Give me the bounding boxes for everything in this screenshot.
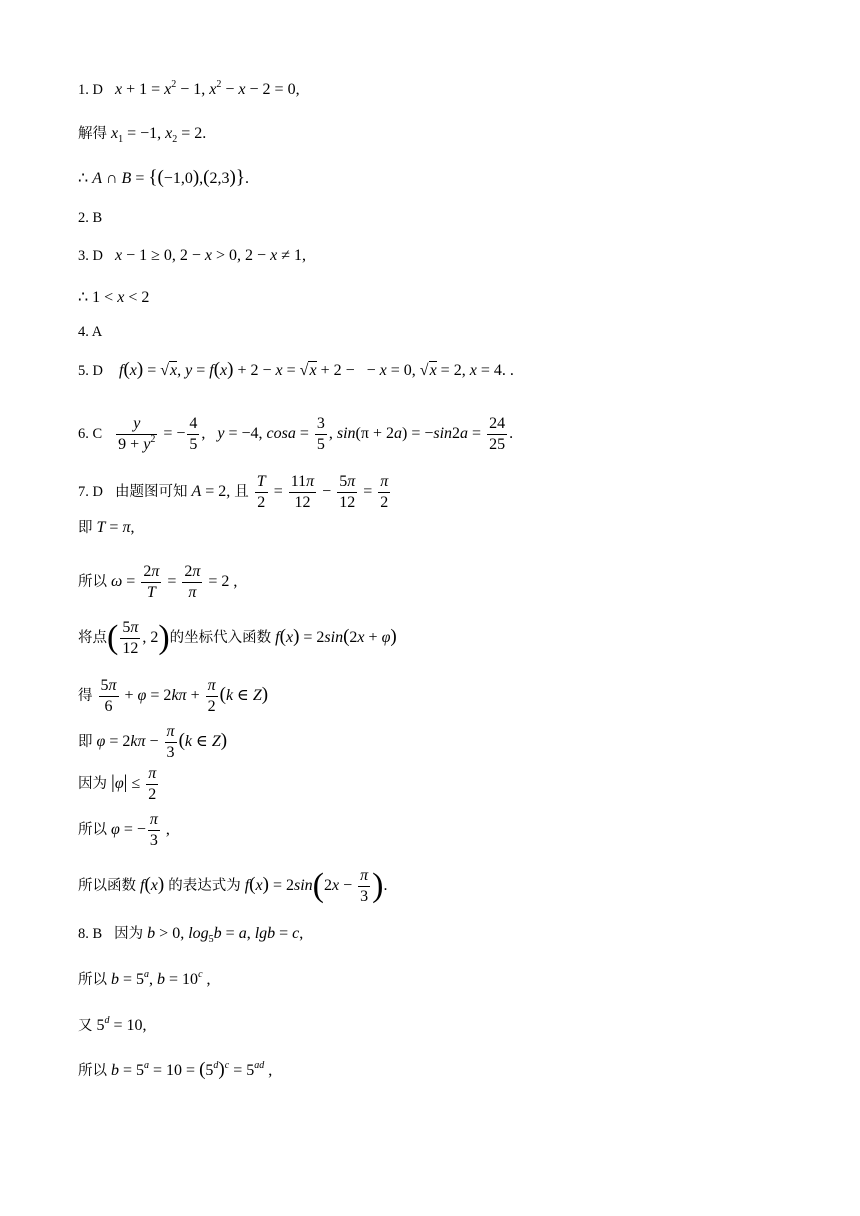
substitute-text: 的坐标代入函数: [169, 630, 272, 647]
intersection-line: [78, 168, 249, 189]
solution-6-line: [78, 414, 513, 455]
intersection-equation: ∴ A ∩ B = {(−1,0),(2,3)}.: [78, 167, 249, 188]
solution-1-equation: $x + 1 = x^2 - 1$, $x^2 - x - 2 = 0$,: [114, 79, 300, 98]
period-equation: T = π,: [96, 519, 135, 536]
period-line: [78, 518, 134, 538]
suoyi-text-2: 所以: [78, 822, 107, 839]
roots-equation: $x_1 = -1$, $x_2 = 2$.: [111, 125, 207, 145]
phi-equation-line: [78, 676, 268, 717]
figure-text: 由题图可知: [114, 484, 188, 501]
ji-text: 即: [78, 520, 93, 536]
solution-1-line: [78, 80, 300, 100]
solution-3-line: [78, 246, 306, 266]
solve-text: 解得: [78, 126, 107, 142]
phi-value-line: [78, 810, 170, 851]
suoyi-hanshu-text: 所以函数: [78, 878, 136, 895]
solution-5-equation: f(x) = √x, y = f(x) + 2 − x = √x + 2 − − x = 0, √x = 2, x = 4. .: [118, 359, 514, 380]
solution-8-equation: b > 0, $\log_5b = a$, lgb = c,: [147, 925, 304, 945]
solution-1-roots-line: [78, 124, 206, 144]
suoyi-text-1: 所以: [78, 574, 107, 591]
you-text: 又: [78, 1018, 93, 1034]
answer-label-5: 5. D: [78, 363, 103, 379]
ji-text-2: 即: [78, 734, 93, 751]
b-powers-equation: $b = 5^a$, $b = 10^c$ ,: [111, 969, 211, 988]
solution-8-line: [78, 924, 303, 944]
omega-line: [78, 562, 237, 603]
phi-general-equation: φ = 2kπ − $\frac{\pi}{3}$ (k ∈ Z): [96, 723, 228, 761]
phi-value-equation: φ = − $\frac{\pi}{3}$ ,: [111, 811, 170, 849]
solution-7-equation: A = 2, 且 $\frac{T}{2}$ = $\frac{11\pi}{12}$ − $\frac{5\pi}{12}$ = $\frac{\pi}{2}$: [191, 473, 389, 511]
jiangdian-text: 将点: [78, 630, 107, 647]
substitute-line: [78, 618, 397, 659]
solution-2-line: [78, 208, 102, 228]
solution-7-line: [78, 472, 392, 513]
final-power-equation: $b = 5^a = 10 = (5^d)^c = 5^{ad}$ ,: [111, 1059, 273, 1080]
final-expression: f(x) = 2sin(2x − $\frac{\pi}{3}$ ).: [244, 867, 388, 905]
solution-6-equation: $\frac{y}{9 + y^2}$ = − $\frac{4}{5}$ , y = −4, cosa = $\frac{3}{5}$ , sin(π + 2a) = −sin2a = $\frac{24}{25}$ .: [118, 415, 514, 453]
phi-bound-line: [78, 764, 160, 805]
de-text: 得: [78, 688, 93, 705]
suoyi-text-4: 所以: [78, 1063, 107, 1079]
f-of-x: f(x): [140, 874, 165, 896]
phi-general-line: [78, 722, 227, 763]
suoyi-text-3: 所以: [78, 972, 107, 988]
answer-label-6: 6. C: [78, 426, 103, 443]
five-d-equation: $5^d = 10$,: [96, 1015, 147, 1034]
yinwei-text-2: 因为: [114, 926, 144, 942]
b-powers-line: [78, 970, 211, 990]
range-equation: ∴ 1 < x < 2: [78, 289, 150, 306]
answer-label-2: 2. B: [78, 210, 103, 226]
yinwei-text: 因为: [78, 776, 107, 793]
solution-3-equation: x − 1 ≥ 0, 2 − x > 0, 2 − x ≠ 1,: [114, 247, 306, 264]
answer-label-4: 4. A: [78, 324, 103, 340]
solution-3-range-line: [78, 288, 149, 308]
expression-line: [78, 866, 387, 907]
omega-equation: ω = $\frac{2\pi}{T}$ = $\frac{2\pi}{\pi}$ = 2 ,: [111, 563, 238, 601]
solution-5-line: [78, 360, 514, 381]
function-expression: f(x) = 2sin(2x + φ): [275, 626, 397, 648]
answer-label-3: 3. D: [78, 248, 103, 264]
solution-4-line: [78, 322, 102, 342]
expression-text: 的表达式为: [168, 878, 241, 895]
phi-equation: $\frac{5\pi}{6}$ + φ = 2kπ + $\frac{\pi}{2}$ (k ∈ Z): [100, 677, 269, 715]
point-expression: ( $\frac{5\pi}{12}$ , 2): [107, 619, 170, 657]
final-power-line: [78, 1060, 272, 1081]
phi-bound-equation: |φ| ≤ $\frac{\pi}{2}$: [111, 765, 157, 803]
answer-label-7: 7. D: [78, 484, 103, 501]
five-d-line: [78, 1016, 147, 1036]
answer-label-1: 1. D: [78, 82, 103, 98]
answer-label-8: 8. B: [78, 926, 103, 942]
